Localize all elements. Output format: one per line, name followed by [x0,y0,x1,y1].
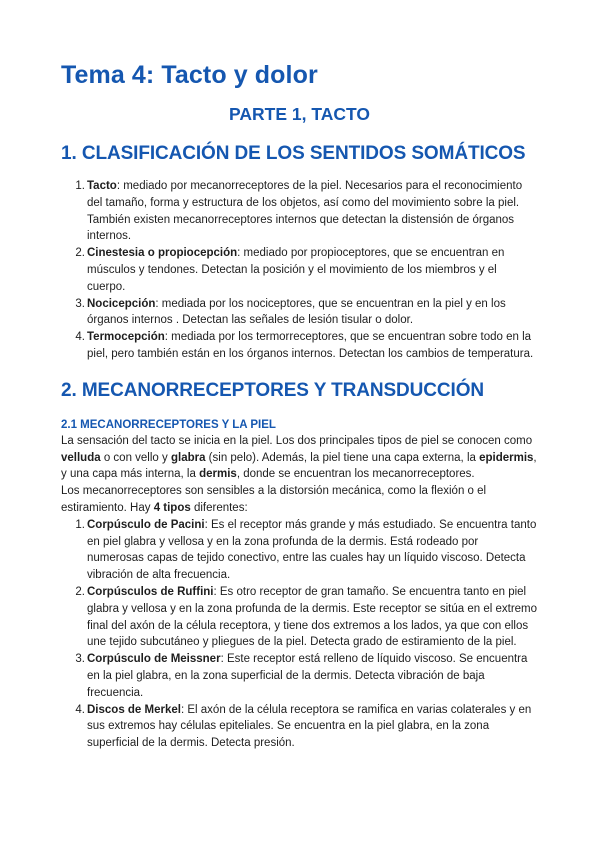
term-velluda: velluda [61,451,101,464]
list-number: 4. [75,703,85,716]
term-glabra: glabra [170,451,206,464]
list-number: 1. [75,518,85,531]
list-text: : mediada por los termorreceptores, que se encuentran sobre todo en la piel, pero también están en los órganos internos. Detectan los cambios de temperatura. [87,331,534,360]
list-number: 1. [75,180,85,192]
list-number: 4. [75,331,85,344]
list-term: Corpúsculo de Pacini [87,518,205,531]
list-term: Cinestesia o propiocepción [87,247,238,260]
list-term: Nocicepción [87,297,156,310]
list-item [67,517,538,584]
list-term: Termocepción [87,331,165,344]
list-term: Corpúsculo de Meissner [87,653,221,666]
term-dermis: dermis [199,468,237,481]
list-item [67,296,538,330]
list-number: 3. [75,653,85,666]
list-number: 2. [75,247,85,260]
list-text: : Es el receptor más grande y más estudiado. Se encuentra tanto en piel glabra y vellosa y en la zona profunda de la dermis. Está rodeado por numerosas capas de tejido conectivo, entre las cuales hay un líquido viscoso. Detecta vibración de alta frecuencia. [87,518,537,582]
list-term: Corpúsculos de Ruffini [87,585,214,598]
paragraph-skin: La sensación del tacto se inicia en la piel. Los dos principales tipos de piel se conocen como velluda o con vello y glabra (sin pelo). Además, la piel tiene una capa externa, la epidermis, y una capa más interna, la dermis, donde se encuentran los mecanorreceptores. [61,434,537,481]
section-2-heading: 2. MECANORRECEPTORES Y TRANSDUCCIÓN [61,379,485,401]
list-text: : El axón de la célula receptora se ramifica en varias colaterales y en sus extremos hay células epiteliales. Se encuentra en la piel glabra, en la zona superficial de la dermis. Detecta presión. [87,703,532,750]
receptor-types-list [67,517,538,752]
list-item [67,651,538,701]
part-title: PARTE 1, TACTO [229,104,370,124]
list-item [67,329,538,363]
list-item [67,245,538,295]
list-number: 3. [75,297,85,310]
list-item [67,178,538,245]
list-item [67,702,538,752]
list-text: : Es otro receptor de gran tamaño. Se encuentra tanto en piel glabra y vellosa y en la zona profunda de la dermis. Este receptor se sitúa en el extremo final del axón de la célula receptora, y tiene dos extremos a los lados, ya que con ellos une tejido subcutáneo y pliegues de la piel. Detecta grado de estiramiento de la piel. [87,585,538,649]
subsection-2-1-heading: 2.1 MECANORRECEPTORES Y LA PIEL [61,418,276,431]
document-title: Tema 4: Tacto y dolor [61,61,318,89]
term-4-tipos: 4 tipos [153,501,191,514]
term-epidermis: epidermis [479,451,534,464]
list-term: Tacto [87,180,117,192]
list-text: : mediado por mecanorreceptores de la piel. Necesarios para el reconocimiento del tamaño, forma y estructura de los objetos, así como del movimiento sobre la piel. También existen mecanorreceptores internos que detectan la distensión de órganos internos. [87,180,523,243]
list-number: 2. [75,585,85,598]
paragraph-mechanoreceptors: Los mecanorreceptores son sensibles a la distorsión mecánica, como la flexión o el estiramiento. Hay 4 tipos diferentes: [61,485,487,514]
list-term: Discos de Merkel [87,703,181,716]
list-item [67,584,538,651]
list-text: : mediada por los nociceptores, que se encuentran en la piel y en los órganos internos . Detectan las señales de lesión tisular o dolor. [87,297,506,327]
list-text: : Este receptor está relleno de líquido viscoso. Se encuentra en la piel glabra, en la zona superficial de la dermis. Detecta vibración de baja frecuencia. [87,653,528,699]
list-text: : mediado por propioceptores, que se encuentran en músculos y tendones. Detectan la posición y el movimiento de los miembros y el cuerpo. [87,247,505,293]
senses-list [67,178,538,363]
section-1-heading: 1. CLASIFICACIÓN DE LOS SENTIDOS SOMÁTICOS [61,143,526,164]
